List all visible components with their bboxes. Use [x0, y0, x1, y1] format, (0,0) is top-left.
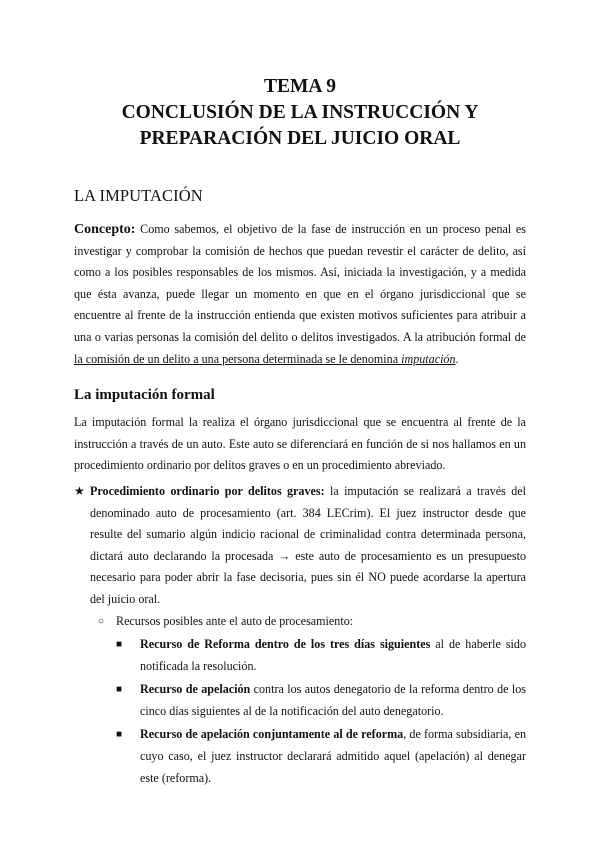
section-heading: LA IMPUTACIÓN	[74, 186, 203, 205]
square-bullet-icon: ■	[116, 684, 123, 696]
list-item	[116, 724, 526, 789]
bullet-label: Procedimiento ordinario por delitos graves:	[90, 483, 325, 498]
recursos-label: Recursos posibles ante el auto de procesamiento:	[116, 613, 354, 628]
concepto-label: Concepto:	[74, 222, 136, 237]
square-bullet-icon: ■	[116, 729, 123, 741]
imputacion-formal-paragraph: La imputación formal la realiza el órgano jurisdiccional que se encuentra al frente de la instrucción a través de un auto. Este auto se diferenciará en función de si nos hallamos en un procedimiento ordinario por delitos graves o en un procedimiento abreviado.	[74, 415, 526, 473]
list-item	[74, 481, 526, 611]
recurso-text: contra los autos denegatorio de la reforma dentro de los cinco días siguientes al de la notificación del auto denegatorio.	[140, 682, 526, 718]
concepto-paragraph	[74, 219, 526, 370]
imputacion-term: imputación	[401, 351, 456, 366]
list-item	[116, 634, 526, 677]
title-line-3: PREPARACIÓN DEL JUICIO ORAL	[139, 128, 461, 149]
concepto-text: Como sabemos, el objetivo de la fase de instrucción en un proceso penal es investigar y comprobar la comisión de hechos que puedan revestir el carácter de delito, así como a los posibles responsables de los mismos. Así, iniciada la investigación, y a medida que ésta avanza, puede llegar un momento en que en el órgano jurisdiccional que se encuentre al frente de la instrucción entienda que existen motivos suficientes para atribuir a una o varias personas la comisión del delito o delitos investigados. A la atribución formal de	[74, 222, 526, 344]
procedure-list	[74, 481, 526, 611]
recurso-bold: Recurso de Reforma dentro de los tres días siguientes	[140, 637, 431, 652]
circle-bullet-icon: ○	[98, 615, 105, 627]
recursos-sublist	[98, 634, 526, 789]
list-item	[98, 611, 526, 633]
concepto-underlined-text: la comisión de un delito a una persona determinada se le denomina	[74, 351, 402, 366]
subsection-heading: La imputación formal	[74, 387, 215, 404]
concepto-end: .	[455, 351, 459, 366]
recurso-text: , de forma subsidiaria, en cuyo caso, el juez instructor declarará admitido aquel (apelación) al denegar este (reforma).	[140, 727, 527, 785]
document-title	[74, 0, 526, 152]
star-bullet-icon: ★	[74, 483, 85, 498]
list-item	[116, 679, 526, 722]
square-bullet-icon: ■	[116, 639, 123, 651]
title-line-1: TEMA 9	[263, 76, 337, 97]
bullet-text: la imputación se realizará a través del denominado auto de procesamiento (art. 384 LECrim). El juez instructor desde que resulte del sumario algún indicio racional de criminalidad contra determinada persona, dictará auto declarando la procesada → este auto de procesamiento es un presupuesto necesario para poder abrir la fase decisoria, pues sin él NO puede acordarse la apertura del juicio oral.	[90, 483, 526, 606]
recurso-bold: Recurso de apelación conjuntamente al de reforma	[140, 727, 404, 742]
recurso-text: al de haberle sido notificada la resolución.	[140, 637, 526, 673]
concepto-underlined	[74, 352, 456, 366]
title-line-2: CONCLUSIÓN DE LA INSTRUCCIÓN Y	[121, 102, 479, 123]
recurso-bold: Recurso de apelación	[140, 682, 251, 697]
recursos-list	[74, 611, 526, 633]
